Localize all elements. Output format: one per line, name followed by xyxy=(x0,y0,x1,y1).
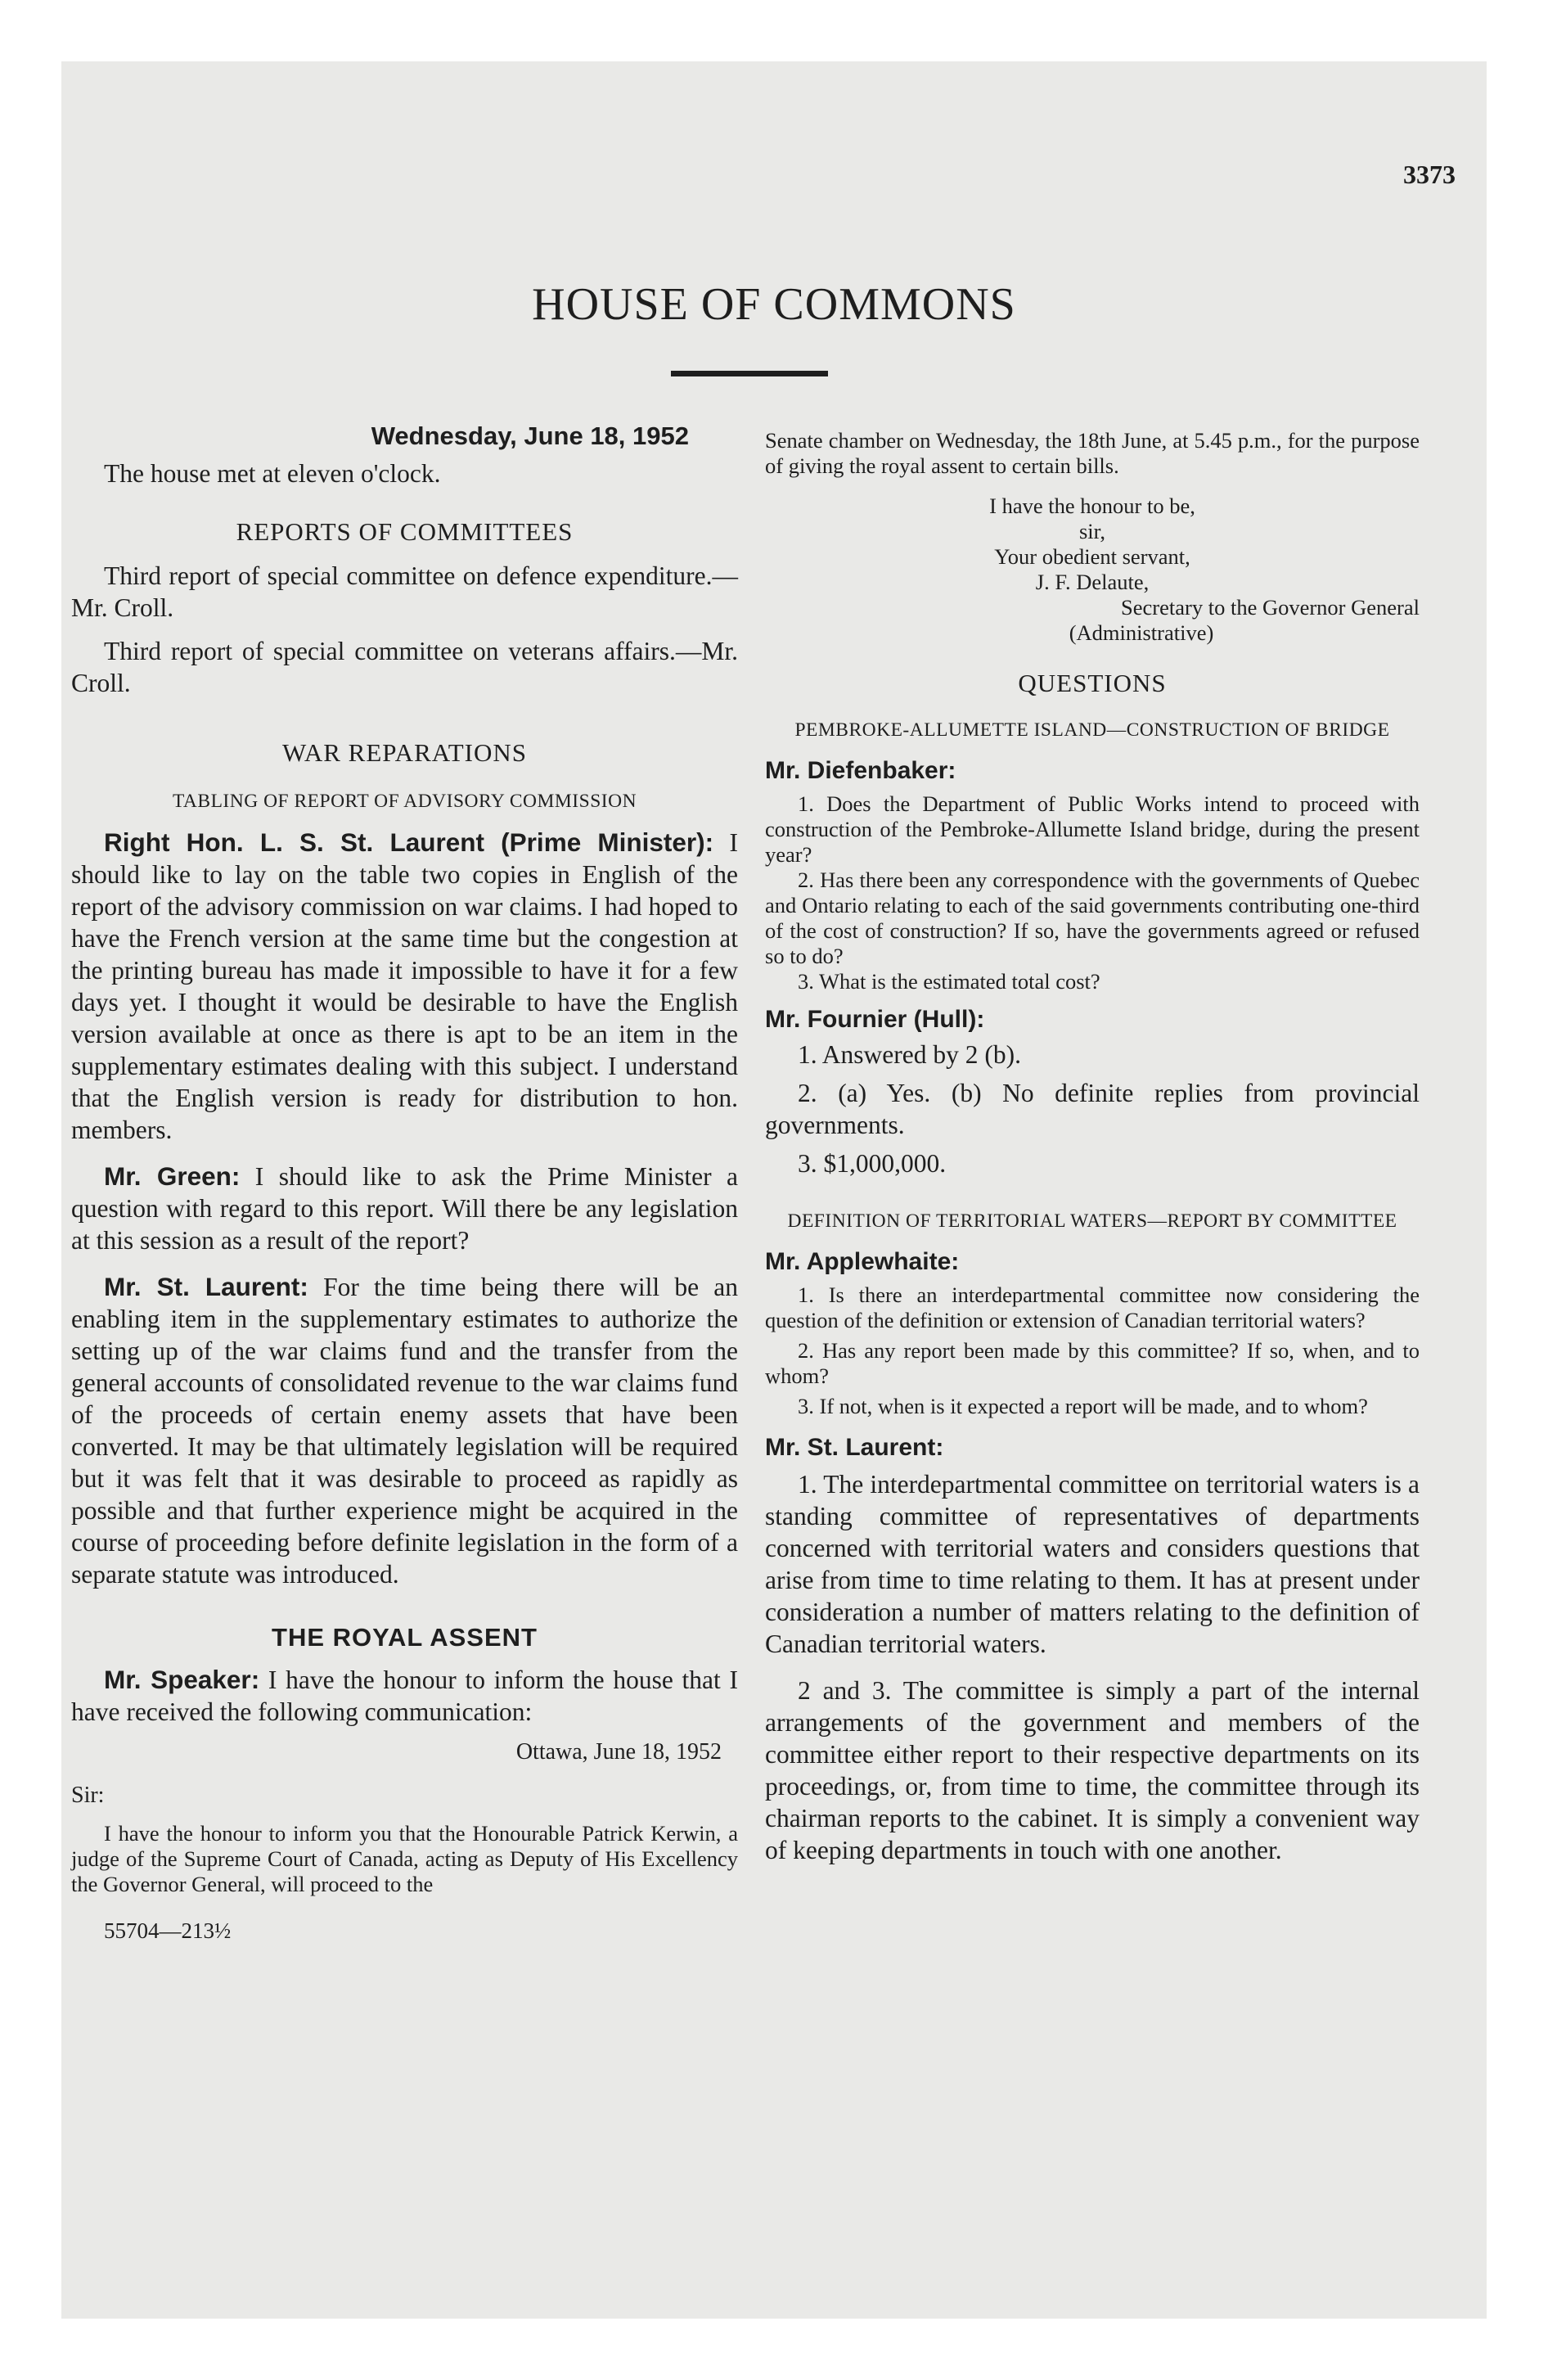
territorial-waters-subheading: DEFINITION OF TERRITORIAL WATERS—REPORT BY COMMITTEE xyxy=(787,1210,1397,1232)
question-2: 2. Has there been any correspondence with the governments of Quebec and Ontario relating to each of the said governments contributing one-third of the cost of construction? If so, have the governments agreed or refused so to do? xyxy=(765,868,1420,968)
answer-2-3: 2 and 3. The committee is simply a part of the internal arrangements of the government and members of the committee either report to their respective departments on its proceedings, or, from time to time, the committee through its chairman reports to the cabinet. It is simply a convenient way of keeping departments in touch with one another. xyxy=(765,1676,1420,1864)
statement-text: I have the honour to inform the house that I have received the following communication: xyxy=(71,1666,738,1726)
letter-closing-1: I have the honour to be, xyxy=(989,494,1195,518)
question-3: 3. What is the estimated total cost? xyxy=(798,969,1100,994)
questioner-diefenbaker: Mr. Diefenbaker: xyxy=(765,757,956,784)
letter-place-date: Ottawa, June 18, 1952 xyxy=(515,1739,722,1765)
letter-closing-6: (Administrative) xyxy=(1069,620,1214,645)
letter-body: I have the honour to inform you that the Honourable Patrick Kerwin, a judge of the Supreme Court of Canada, acting as Deputy of His Excellency the Governor General, will proceed to the xyxy=(71,1821,738,1896)
question-2: 2. Has any report been made by this committee? If so, when, and to whom? xyxy=(765,1338,1420,1388)
answer-1: 1. Answered by 2 (b). xyxy=(798,1040,1021,1069)
statement-st-laurent-2 xyxy=(71,1271,738,1590)
war-reparations-subheading: TABLING OF REPORT OF ADVISORY COMMISSION xyxy=(172,791,637,812)
questions-heading: QUESTIONS xyxy=(1018,669,1167,697)
statement-text: I should like to ask the Prime Minister a question with regard to this report. Will there be any legislation at this session as a result of the report? xyxy=(71,1162,738,1255)
sitting-date: Wednesday, June 18, 1952 xyxy=(371,421,689,450)
respondent-st-laurent: Mr. St. Laurent: xyxy=(765,1434,944,1461)
statement-text: For the time being there will be an enabling item in the supplementary estimates to authorize the setting up of the war claims fund and the transfer from the general accounts of consolidated revenue to the war claims fund of the proceeds of certain enemy assets that have been converted. It may be that ultimately legislation will be required but it was felt that it was desirable to proceed as rapidly as possible and that further experience might be acquired in the course of proceeding before definite legislation in the form of a separate statute was introduced. xyxy=(71,1273,738,1589)
page-number: 3373 xyxy=(1403,160,1456,189)
letter-continued: Senate chamber on Wednesday, the 18th June, at 5.45 p.m., for the purpose of giving the royal assent to certain bills. xyxy=(765,428,1420,478)
answer-2: 2. (a) Yes. (b) No definite replies from provincial governments. xyxy=(765,1079,1420,1139)
statement-speaker xyxy=(71,1664,738,1728)
questioner-applewhaite: Mr. Applewhaite: xyxy=(765,1248,960,1275)
speaker-name: Mr. St. Laurent: xyxy=(104,1272,308,1301)
statement-green xyxy=(71,1161,738,1256)
right-column xyxy=(765,428,1420,1866)
answer-1: 1. The interdepartmental committee on territorial waters is a standing committee of representatives of departments concerned with territorial waters and considers questions that arise from time to time relating to them. It has at present under consideration a number of matters relating to the definition of Canadian territorial waters. xyxy=(765,1470,1420,1658)
house-met: The house met at eleven o'clock. xyxy=(104,459,441,488)
speaker-name: Right Hon. L. S. St. Laurent (Prime Minister): xyxy=(104,827,714,857)
letter-closing-3: Your obedient servant, xyxy=(994,544,1190,569)
reports-heading: REPORTS OF COMMITTEES xyxy=(236,517,574,546)
page xyxy=(61,61,1487,2319)
title-rule xyxy=(671,371,828,376)
war-reparations-heading: WAR REPARATIONS xyxy=(282,738,527,767)
left-column xyxy=(71,421,738,1944)
letter-salutation: Sir: xyxy=(71,1783,105,1808)
letter-closing-5: Secretary to the Governor General xyxy=(1121,595,1420,620)
question-1: 1. Does the Department of Public Works intend to proceed with construction of the Pembroke-Allumette Island bridge, during the present year? xyxy=(765,791,1420,867)
answer-3: 3. $1,000,000. xyxy=(798,1149,947,1178)
question-1: 1. Is there an interdepartmental committee now considering the question of the definition or extension of Canadian territorial waters? xyxy=(765,1282,1420,1332)
royal-assent-heading: THE ROYAL ASSENT xyxy=(272,1623,538,1652)
letter-closing-4: J. F. Delaute, xyxy=(1035,570,1150,594)
speaker-name: Mr. Green: xyxy=(104,1161,241,1191)
report-veterans: Third report of special committee on veterans affairs.—Mr. Croll. xyxy=(71,637,738,697)
footer-code: 55704—213½ xyxy=(104,1918,232,1943)
statement-st-laurent-1 xyxy=(71,827,738,1146)
bridge-subheading: PEMBROKE-ALLUMETTE ISLAND—CONSTRUCTION OF BRIDGE xyxy=(794,719,1390,741)
page-title: HOUSE OF COMMONS xyxy=(532,279,1016,330)
speaker-name: Mr. Speaker: xyxy=(104,1665,260,1694)
statement-text: I should like to lay on the table two copies in English of the report of the advisory commission on war claims. I had hoped to have the French version at the same time but the congestion at the printing bureau has made it impossible to have it for a few days yet. I thought it would be desirable to have the English version available at once as there is apt to be an item in the supplementary estimates dealing with this subject. I understand that the English version is ready for distribution to hon. members. xyxy=(71,828,738,1144)
question-3: 3. If not, when is it expected a report will be made, and to whom? xyxy=(798,1394,1368,1418)
respondent-fournier: Mr. Fournier (Hull): xyxy=(765,1006,985,1033)
letter-closing-2: sir, xyxy=(1078,519,1106,543)
report-defence: Third report of special committee on defence expenditure.—Mr. Croll. xyxy=(71,561,738,622)
